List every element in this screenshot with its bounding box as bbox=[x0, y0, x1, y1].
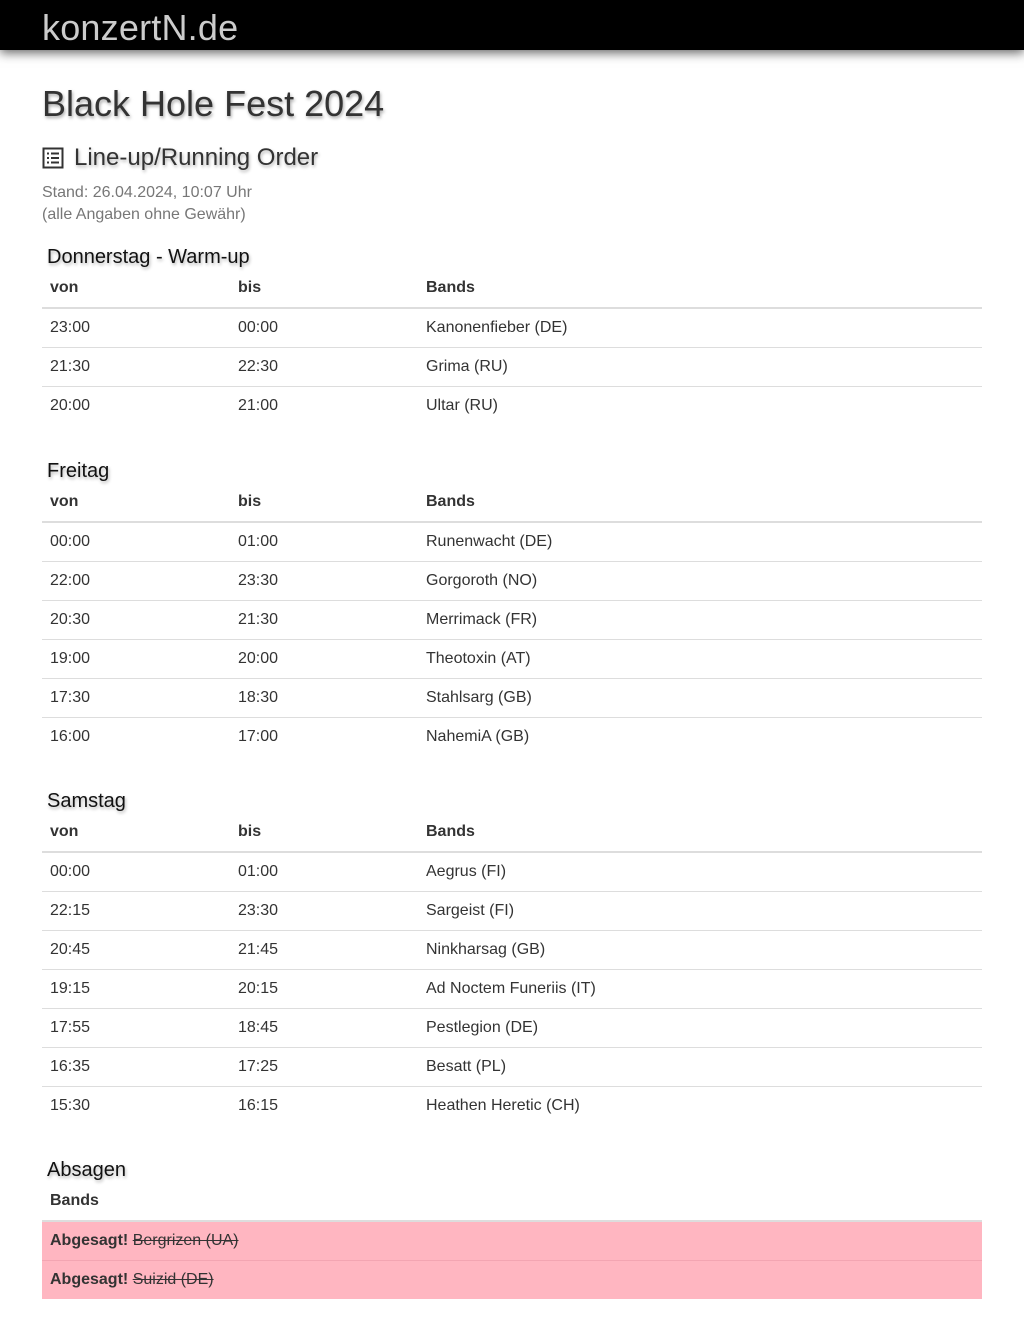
table-row bbox=[42, 522, 982, 562]
disclaimer: (alle Angaben ohne Gewähr) bbox=[42, 206, 246, 223]
table-header-row bbox=[42, 1182, 982, 1221]
running-order-table bbox=[42, 269, 982, 425]
cancelled-label: Abgesagt! bbox=[50, 1271, 129, 1288]
cancellations-rows bbox=[42, 1221, 982, 1299]
end-time: 22:30 bbox=[230, 348, 418, 387]
start-time: 19:15 bbox=[42, 970, 230, 1009]
site-brand-link[interactable]: konzertN.de bbox=[42, 7, 239, 48]
end-time: 21:45 bbox=[230, 931, 418, 970]
column-header-bands: Bands bbox=[418, 813, 982, 852]
start-time: 16:35 bbox=[42, 1048, 230, 1087]
end-time: 00:00 bbox=[230, 308, 418, 348]
running-order-table bbox=[42, 813, 982, 1125]
day-title: Donnerstag - Warm-up bbox=[47, 246, 250, 268]
band-name: Runenwacht (DE) bbox=[418, 522, 982, 562]
event-title: Black Hole Fest 2024 bbox=[42, 83, 385, 124]
start-time: 19:00 bbox=[42, 640, 230, 679]
running-order bbox=[42, 245, 982, 1125]
table-row bbox=[42, 387, 982, 426]
column-header-bands: Bands bbox=[418, 269, 982, 308]
band-name: Besatt (PL) bbox=[418, 1048, 982, 1087]
section-heading bbox=[42, 142, 982, 174]
cancellations-title: Absagen bbox=[47, 1159, 126, 1181]
end-time: 01:00 bbox=[230, 852, 418, 892]
table-row bbox=[42, 931, 982, 970]
list-icon bbox=[42, 147, 64, 169]
band-name: Theotoxin (AT) bbox=[418, 640, 982, 679]
table-row bbox=[42, 348, 982, 387]
end-time: 17:25 bbox=[230, 1048, 418, 1087]
cancelled-cell bbox=[42, 1221, 982, 1261]
table-row bbox=[42, 1009, 982, 1048]
cancellations-table bbox=[42, 1182, 982, 1299]
table-row bbox=[42, 1048, 982, 1087]
start-time: 00:00 bbox=[42, 852, 230, 892]
cancelled-band-name: Bergrizen (UA) bbox=[132, 1232, 239, 1249]
day-title: Samstag bbox=[47, 790, 126, 812]
end-time: 18:30 bbox=[230, 679, 418, 718]
band-name: Gorgoroth (NO) bbox=[418, 562, 982, 601]
table-row bbox=[42, 1087, 982, 1126]
end-time: 21:30 bbox=[230, 601, 418, 640]
end-time: 20:15 bbox=[230, 970, 418, 1009]
band-name: Heathen Heretic (CH) bbox=[426, 1097, 580, 1114]
end-time: 21:00 bbox=[238, 397, 279, 414]
band-name: NahemiA (GB) bbox=[426, 728, 530, 745]
main-content bbox=[0, 84, 1024, 1299]
day-block bbox=[42, 459, 982, 756]
end-time: 23:30 bbox=[230, 562, 418, 601]
start-time: 00:00 bbox=[42, 522, 230, 562]
table-row bbox=[42, 679, 982, 718]
column-header-bands: Bands bbox=[418, 483, 982, 522]
start-time: 20:00 bbox=[50, 397, 91, 414]
start-time: 22:15 bbox=[42, 892, 230, 931]
cancellations-block bbox=[42, 1158, 982, 1299]
cancelled-cell bbox=[42, 1261, 982, 1300]
stand-timestamp: Stand: 26.04.2024, 10:07 Uhr bbox=[42, 184, 252, 201]
table-header-row bbox=[42, 269, 982, 308]
end-time: 18:45 bbox=[230, 1009, 418, 1048]
start-time: 16:00 bbox=[50, 728, 91, 745]
start-time: 22:00 bbox=[42, 562, 230, 601]
band-name: Ninkharsag (GB) bbox=[418, 931, 982, 970]
table-row bbox=[42, 562, 982, 601]
cancelled-label: Abgesagt! bbox=[50, 1232, 129, 1249]
start-time: 17:55 bbox=[42, 1009, 230, 1048]
day-block bbox=[42, 789, 982, 1125]
start-time: 15:30 bbox=[50, 1097, 91, 1114]
column-header-von: von bbox=[42, 269, 230, 308]
start-time: 21:30 bbox=[42, 348, 230, 387]
cancelled-row bbox=[42, 1261, 982, 1300]
table-row bbox=[42, 852, 982, 892]
band-name: Merrimack (FR) bbox=[418, 601, 982, 640]
start-time: 20:45 bbox=[42, 931, 230, 970]
table-row bbox=[42, 640, 982, 679]
start-time: 17:30 bbox=[42, 679, 230, 718]
table-header-row bbox=[42, 813, 982, 852]
column-header-bis: bis bbox=[230, 483, 418, 522]
table-row bbox=[42, 970, 982, 1009]
band-name: Stahlsarg (GB) bbox=[418, 679, 982, 718]
table-header-row bbox=[42, 483, 982, 522]
band-name: Kanonenfieber (DE) bbox=[418, 308, 982, 348]
band-name: Sargeist (FI) bbox=[418, 892, 982, 931]
table-row bbox=[42, 308, 982, 348]
running-order-table bbox=[42, 483, 982, 756]
end-time: 16:15 bbox=[238, 1097, 279, 1114]
cancelled-row bbox=[42, 1221, 982, 1261]
end-time: 20:00 bbox=[230, 640, 418, 679]
top-navbar bbox=[0, 0, 1024, 50]
table-row bbox=[42, 718, 982, 757]
column-header-bis: bis bbox=[230, 813, 418, 852]
column-header-bis: bis bbox=[230, 269, 418, 308]
start-time: 20:30 bbox=[42, 601, 230, 640]
table-row bbox=[42, 601, 982, 640]
end-time: 01:00 bbox=[230, 522, 418, 562]
table-row bbox=[42, 892, 982, 931]
end-time: 17:00 bbox=[238, 728, 279, 745]
section-title: Line-up/Running Order bbox=[74, 144, 319, 171]
band-name: Aegrus (FI) bbox=[418, 852, 982, 892]
column-header-von: von bbox=[42, 483, 230, 522]
day-block bbox=[42, 245, 982, 425]
column-header-bands: Bands bbox=[42, 1182, 982, 1221]
band-name: Ad Noctem Funeriis (IT) bbox=[418, 970, 982, 1009]
day-title: Freitag bbox=[47, 460, 110, 482]
end-time: 23:30 bbox=[230, 892, 418, 931]
band-name: Grima (RU) bbox=[418, 348, 982, 387]
start-time: 23:00 bbox=[42, 308, 230, 348]
band-name: Pestlegion (DE) bbox=[418, 1009, 982, 1048]
column-header-von: von bbox=[42, 813, 230, 852]
band-name: Ultar (RU) bbox=[426, 397, 498, 414]
cancelled-band-name: Suizid (DE) bbox=[132, 1271, 214, 1288]
